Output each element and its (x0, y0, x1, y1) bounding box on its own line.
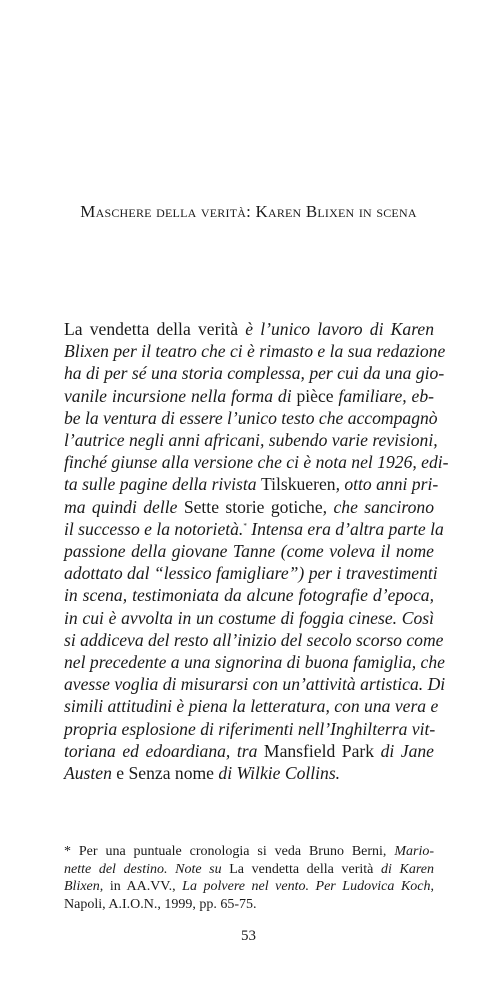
roman-text-run: Sette storie gotiche (183, 496, 323, 517)
body-line (64, 695, 439, 717)
body-line (64, 762, 434, 784)
body-line (64, 385, 434, 407)
italic-text-run: be la ventura di essere l’unico testo che accompagnò (64, 407, 438, 428)
footnote-line (64, 843, 434, 861)
italic-text-run: nette del destino. Note su (64, 861, 222, 877)
page-number: 53 (241, 928, 256, 944)
footnote-line (64, 861, 434, 879)
italic-text-run: La polvere nel vento. Per Ludovica Koch (182, 879, 431, 895)
body-line (64, 562, 438, 584)
italic-text-run: Mario- (394, 844, 434, 859)
italic-text-run: di Wilkie Collins. (214, 763, 341, 784)
running-head: Maschere della verità: Karen Blixen in scena (80, 202, 417, 221)
italic-text-run: Intensa era d’altra parte la (246, 518, 444, 539)
italic-text-run: Austen (64, 763, 112, 784)
footnote-line (64, 896, 434, 914)
italic-text-run: simili attitudini è piena la letteratura, con una vera e (64, 696, 439, 717)
roman-text-run: , in AA.VV., (99, 879, 183, 895)
body-line (64, 451, 449, 473)
body-line (64, 429, 438, 451)
roman-text-run: , (430, 879, 434, 895)
body-line (64, 407, 438, 429)
roman-text-run: La vendetta della verità (221, 861, 374, 877)
italic-text-run: nel precedente a una signorina di buona famiglia, che (64, 652, 445, 673)
italic-text-run: in scena, testimoniata da alcune fotografie d’epoca, (64, 585, 434, 606)
body-line (64, 496, 434, 518)
roman-text-run: Mansfield Park (263, 740, 375, 761)
italic-text-run: di Jane (374, 740, 434, 761)
body-line (64, 340, 446, 362)
roman-text-run: pièce (296, 385, 334, 406)
roman-text-run: Napoli, A.I.O.N., 1999, pp. 65-75. (64, 896, 257, 912)
italic-text-run: in cui è avvolta in un costume di foggia cinese. Così (64, 607, 434, 628)
italic-text-run: , che sancirono (322, 496, 434, 517)
italic-text-run: di Karen (373, 861, 434, 877)
body-line (64, 607, 434, 629)
body-line (64, 318, 434, 340)
italic-text-run: adottato dal “lessico famigliare”) per i travestimenti (64, 563, 438, 584)
italic-text-run: Blixen (64, 879, 100, 895)
roman-text-run: e (111, 763, 129, 784)
italic-text-run: è l’unico lavoro di Karen (238, 319, 434, 339)
italic-text-run: familiare, eb- (333, 385, 435, 406)
italic-text-run: vanile incursione nella forma di (64, 385, 297, 406)
footnote-marker: * (243, 521, 247, 530)
footnote-line (64, 878, 434, 896)
body-paragraph (64, 318, 449, 784)
italic-text-run: si addiceva del resto all’inizio del secolo scorso come (64, 629, 444, 650)
italic-text-run: ta sulle pagine della rivista (64, 474, 261, 495)
body-line (64, 629, 444, 651)
roman-text-run: Tilskueren (260, 474, 336, 495)
body-line (64, 584, 434, 606)
roman-text-run: * Per una puntuale cronologia si veda Bruno Berni, (64, 844, 395, 859)
italic-text-run: il successo e la notorietà. (64, 518, 244, 539)
body-line (64, 673, 446, 695)
italic-text-run: Blixen per il teatro che ci è rimasto e la sua redazione (64, 341, 446, 362)
body-line (64, 540, 434, 562)
italic-text-run: toriana ed edoardiana, tra (64, 740, 264, 761)
italic-text-run: ma quindi delle (64, 496, 184, 517)
body-line (64, 718, 434, 740)
italic-text-run: finché giunse alla versione che ci è nota nel 1926, edi- (64, 452, 449, 473)
roman-text-run: La vendetta della verità (64, 319, 239, 339)
italic-text-run: passione della giovane Tanne (come voleva il nome (64, 541, 434, 562)
body-line (64, 473, 439, 495)
italic-text-run: , otto anni pri- (335, 474, 439, 495)
italic-text-run: l’autrice negli anni africani, subendo varie revisioni, (64, 430, 438, 451)
body-line (64, 651, 445, 673)
body-line (64, 362, 445, 384)
roman-text-run: Senza nome (128, 763, 214, 784)
body-line (64, 740, 434, 762)
italic-text-run: ha di per sé una storia complessa, per cui da una gio- (64, 363, 445, 384)
italic-text-run: avesse voglia di misurarsi con un’attività artistica. Di (64, 674, 446, 695)
footnote (64, 843, 434, 913)
body-line (64, 518, 444, 540)
italic-text-run: propria esplosione di riferimenti nell’Inghilterra vit- (64, 718, 436, 739)
